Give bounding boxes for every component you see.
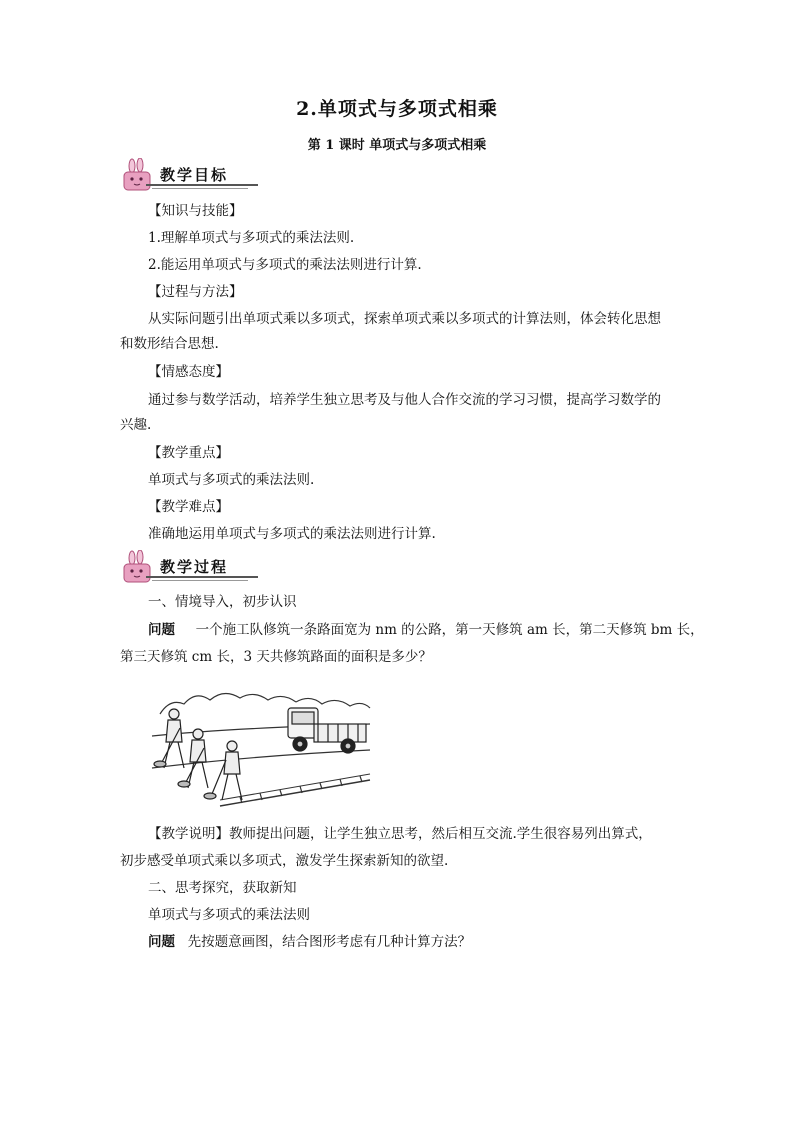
section-header-goals xyxy=(118,158,248,192)
emotion-line-1: 通过参与数学活动，培养学生独立思考及与他人合作交流的学习习惯，提高学习数学的 xyxy=(148,392,661,408)
section-underline-thin xyxy=(152,188,248,189)
step-1-heading: 一、情境导入，初步认识 xyxy=(148,594,297,610)
bunny-icon xyxy=(118,550,158,584)
teaching-note-line-2: 初步感受单项式乘以多项式，激发学生探索新知的欲望. xyxy=(120,853,449,869)
teaching-note-label: 【教学说明】 xyxy=(148,826,229,842)
emotion-line-2: 兴趣. xyxy=(120,417,152,433)
section-underline-thin xyxy=(152,580,248,581)
teaching-note-text: 教师提出问题，让学生独立思考，然后相互交流.学生很容易列出算式， xyxy=(229,826,652,842)
teaching-note-line-1 xyxy=(148,822,678,846)
question-1-text: 一个施工队修筑一条路面宽为 nm 的公路，第一天修筑 am 长，第二天修筑 bm 长， xyxy=(195,622,704,638)
process-method-line-1: 从实际问题引出单项式乘以多项式，探索单项式乘以多项式的计算法则，体会转化思想 xyxy=(148,311,661,327)
knowledge-heading: 【知识与技能】 xyxy=(148,203,243,219)
bunny-icon xyxy=(118,158,158,192)
question-1-label: 问题 xyxy=(148,622,175,638)
section-underline xyxy=(146,184,258,186)
section-underline xyxy=(146,576,258,578)
section-label-process: 教学过程 xyxy=(160,558,229,576)
key-point-heading: 【教学重点】 xyxy=(148,445,229,461)
question-2-text: 先按题意画图，结合图形考虑有几种计算方法？ xyxy=(187,934,472,950)
knowledge-item-2: 2.能运用单项式与多项式的乘法法则进行计算. xyxy=(148,257,422,273)
knowledge-item-1: 1.理解单项式与多项式的乘法法则. xyxy=(148,230,355,246)
question-1-line-1 xyxy=(148,618,704,642)
process-method-line-2: 和数形结合思想. xyxy=(120,336,219,352)
question-2-line xyxy=(148,930,678,954)
page-title: 2.单项式与多项式相乘 xyxy=(296,98,498,120)
emotion-heading: 【情感态度】 xyxy=(148,364,229,380)
question-1-line-2: 第三天修筑 cm 长，3 天共修筑路面的面积是多少？ xyxy=(120,649,432,665)
difficulty-heading: 【教学难点】 xyxy=(148,499,229,515)
section-label-goals: 教学目标 xyxy=(160,166,229,184)
process-method-heading: 【过程与方法】 xyxy=(148,284,243,300)
step-2-heading: 二、思考探究，获取新知 xyxy=(148,880,297,896)
section-header-process xyxy=(118,550,248,584)
rule-title: 单项式与多项式的乘法法则 xyxy=(148,907,310,923)
question-2-label: 问题 xyxy=(148,934,175,950)
key-point-text: 单项式与多项式的乘法法则. xyxy=(148,472,315,488)
page-subtitle: 第 1 课时 单项式与多项式相乘 xyxy=(307,138,487,153)
difficulty-text: 准确地运用单项式与多项式的乘法法则进行计算. xyxy=(148,526,436,542)
road-construction-illustration xyxy=(150,684,372,814)
